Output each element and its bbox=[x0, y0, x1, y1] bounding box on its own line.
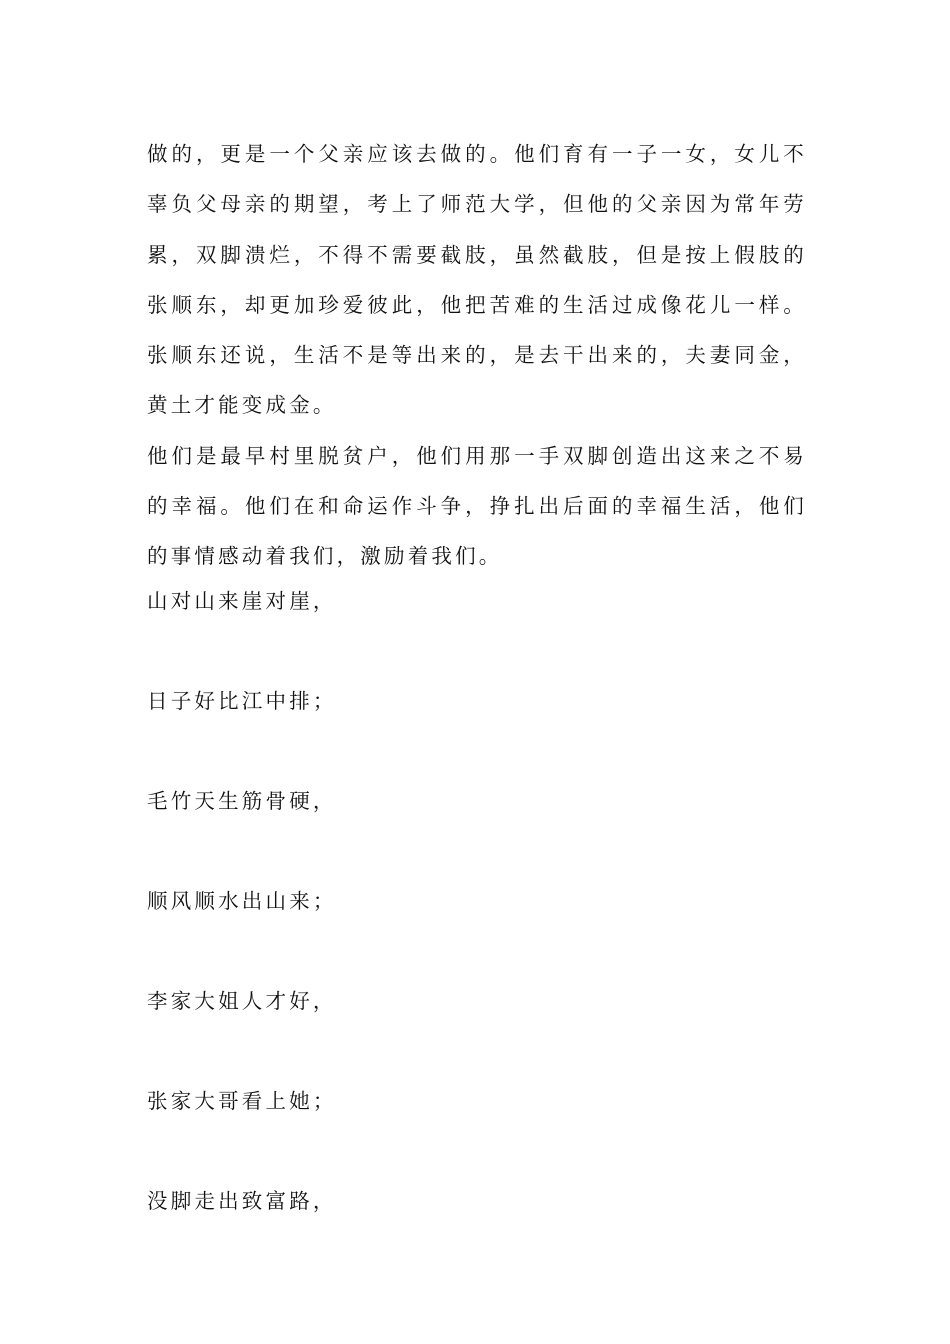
poem-line-5: 李家大姐人才好， bbox=[147, 989, 337, 1013]
poem-line-4: 顺风顺水出山来； bbox=[147, 889, 337, 913]
poem-section bbox=[147, 581, 807, 1281]
paragraph-1: 做的，更是一个父亲应该去做的。他们育有一子一女，女儿不辜负父母亲的期望，考上了师范大学，但他的父亲因为常年劳累，双脚溃烂，不得不需要截肢，虽然截肢，但是按上假肢的张顺东，却更加珍爱彼此，他把苦难的生活过成像花儿一样。张顺东还说，生活不是等出来的，是去干出来的，夫妻同金，黄土才能变成金。 bbox=[147, 142, 807, 418]
poem-line-1: 山对山来崖对崖， bbox=[147, 589, 337, 613]
paragraph-2: 他们是最早村里脱贫户，他们用那一手双脚创造出这来之不易的幸福。他们在和命运作斗争，挣扎出后面的幸福生活，他们的事情感动着我们，激励着我们。 bbox=[147, 443, 807, 569]
poem-line-6: 张家大哥看上她； bbox=[147, 1089, 337, 1113]
poem-line-2: 日子好比江中排； bbox=[147, 689, 337, 713]
prose-section bbox=[147, 129, 807, 582]
poem-line-3: 毛竹天生筋骨硬， bbox=[147, 789, 337, 813]
poem-line-7: 没脚走出致富路， bbox=[147, 1189, 337, 1213]
